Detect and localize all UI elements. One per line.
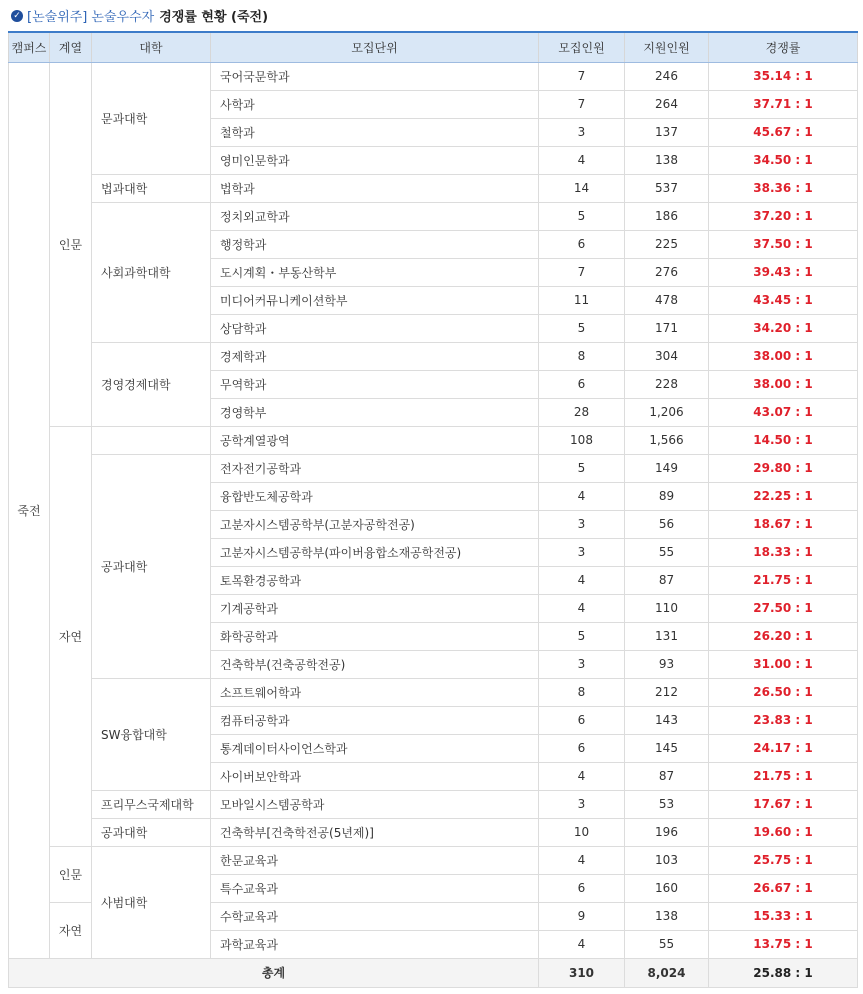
ratio-cell: 23.83 : 1 [709, 706, 858, 734]
quota-cell: 7 [539, 62, 625, 90]
quota-cell: 8 [539, 678, 625, 706]
unit-cell: 도시계획・부동산학부 [211, 258, 539, 286]
unit-cell: 수학교육과 [211, 902, 539, 930]
ratio-cell: 27.50 : 1 [709, 594, 858, 622]
applicants-cell: 196 [625, 818, 709, 846]
ratio-cell: 38.36 : 1 [709, 174, 858, 202]
title-prefix: [논술위주] [27, 10, 88, 25]
applicants-cell: 53 [625, 790, 709, 818]
applicants-cell: 138 [625, 902, 709, 930]
field-cell: 인문 [50, 62, 92, 426]
unit-cell: 사학과 [211, 90, 539, 118]
quota-cell: 4 [539, 566, 625, 594]
table-row [9, 454, 858, 482]
applicants-cell: 225 [625, 230, 709, 258]
ratio-cell: 34.20 : 1 [709, 314, 858, 342]
applicants-cell: 171 [625, 314, 709, 342]
unit-cell: 건축학부[건축학전공(5년제)] [211, 818, 539, 846]
table-row [9, 174, 858, 202]
quota-cell: 4 [539, 762, 625, 790]
col-field: 계열 [50, 32, 92, 62]
applicants-cell: 55 [625, 538, 709, 566]
table-row [9, 202, 858, 230]
ratio-cell: 38.00 : 1 [709, 342, 858, 370]
table-row [9, 62, 858, 90]
applicants-cell: 131 [625, 622, 709, 650]
quota-cell: 6 [539, 370, 625, 398]
applicants-cell: 138 [625, 146, 709, 174]
table-row [9, 426, 858, 454]
unit-cell: 고분자시스템공학부(파이버융합소재공학전공) [211, 538, 539, 566]
ratio-cell: 39.43 : 1 [709, 258, 858, 286]
unit-cell: 과학교육과 [211, 930, 539, 958]
applicants-cell: 276 [625, 258, 709, 286]
applicants-cell: 103 [625, 846, 709, 874]
unit-cell: 법학과 [211, 174, 539, 202]
ratio-cell: 26.20 : 1 [709, 622, 858, 650]
ratio-cell: 37.20 : 1 [709, 202, 858, 230]
ratio-cell: 15.33 : 1 [709, 902, 858, 930]
applicants-cell: 212 [625, 678, 709, 706]
college-cell: 공과대학 [92, 818, 211, 846]
ratio-cell: 26.67 : 1 [709, 874, 858, 902]
quota-cell: 28 [539, 398, 625, 426]
college-cell: 사범대학 [92, 846, 211, 958]
ratio-cell: 43.45 : 1 [709, 286, 858, 314]
quota-cell: 7 [539, 258, 625, 286]
total-label: 총계 [9, 958, 539, 987]
college-cell: 법과대학 [92, 174, 211, 202]
applicants-cell: 304 [625, 342, 709, 370]
unit-cell: 토목환경공학과 [211, 566, 539, 594]
ratio-cell: 37.50 : 1 [709, 230, 858, 258]
quota-cell: 9 [539, 902, 625, 930]
unit-cell: 소프트웨어학과 [211, 678, 539, 706]
field-cell: 자연 [50, 426, 92, 846]
col-quota: 모집인원 [539, 32, 625, 62]
ratio-cell: 21.75 : 1 [709, 762, 858, 790]
unit-cell: 공학계열광역 [211, 426, 539, 454]
ratio-cell: 14.50 : 1 [709, 426, 858, 454]
col-ratio: 경쟁률 [709, 32, 858, 62]
table-row [9, 846, 858, 874]
quota-cell: 14 [539, 174, 625, 202]
unit-cell: 건축학부(건축공학전공) [211, 650, 539, 678]
applicants-cell: 1,206 [625, 398, 709, 426]
ratio-cell: 34.50 : 1 [709, 146, 858, 174]
quota-cell: 3 [539, 790, 625, 818]
ratio-cell: 21.75 : 1 [709, 566, 858, 594]
college-cell [92, 426, 211, 454]
applicants-cell: 1,566 [625, 426, 709, 454]
unit-cell: 한문교육과 [211, 846, 539, 874]
competition-table [8, 31, 858, 988]
col-unit: 모집단위 [211, 32, 539, 62]
unit-cell: 경제학과 [211, 342, 539, 370]
field-cell: 인문 [50, 846, 92, 902]
quota-cell: 11 [539, 286, 625, 314]
applicants-cell: 264 [625, 90, 709, 118]
ratio-cell: 45.67 : 1 [709, 118, 858, 146]
col-campus: 캠퍼스 [9, 32, 50, 62]
ratio-cell: 31.00 : 1 [709, 650, 858, 678]
quota-cell: 10 [539, 818, 625, 846]
total-quota: 310 [539, 958, 625, 987]
college-cell: 프리무스국제대학 [92, 790, 211, 818]
applicants-cell: 186 [625, 202, 709, 230]
unit-cell: 경영학부 [211, 398, 539, 426]
unit-cell: 상담학과 [211, 314, 539, 342]
ratio-cell: 24.17 : 1 [709, 734, 858, 762]
applicants-cell: 143 [625, 706, 709, 734]
quota-cell: 108 [539, 426, 625, 454]
ratio-cell: 19.60 : 1 [709, 818, 858, 846]
quota-cell: 4 [539, 846, 625, 874]
ratio-cell: 18.67 : 1 [709, 510, 858, 538]
quota-cell: 4 [539, 930, 625, 958]
ratio-cell: 37.71 : 1 [709, 90, 858, 118]
ratio-cell: 25.75 : 1 [709, 846, 858, 874]
ratio-cell: 35.14 : 1 [709, 62, 858, 90]
unit-cell: 컴퓨터공학과 [211, 706, 539, 734]
unit-cell: 특수교육과 [211, 874, 539, 902]
quota-cell: 4 [539, 146, 625, 174]
applicants-cell: 145 [625, 734, 709, 762]
total-applicants: 8,024 [625, 958, 709, 987]
applicants-cell: 110 [625, 594, 709, 622]
ratio-cell: 29.80 : 1 [709, 454, 858, 482]
unit-cell: 융합반도체공학과 [211, 482, 539, 510]
college-cell: 공과대학 [92, 454, 211, 678]
applicants-cell: 89 [625, 482, 709, 510]
quota-cell: 6 [539, 706, 625, 734]
applicants-cell: 149 [625, 454, 709, 482]
unit-cell: 통계데이터사이언스학과 [211, 734, 539, 762]
unit-cell: 화학공학과 [211, 622, 539, 650]
quota-cell: 3 [539, 650, 625, 678]
unit-cell: 철학과 [211, 118, 539, 146]
applicants-cell: 246 [625, 62, 709, 90]
applicants-cell: 87 [625, 566, 709, 594]
unit-cell: 고분자시스템공학부(고분자공학전공) [211, 510, 539, 538]
quota-cell: 4 [539, 594, 625, 622]
table-row [9, 342, 858, 370]
applicants-cell: 93 [625, 650, 709, 678]
quota-cell: 6 [539, 734, 625, 762]
ratio-cell: 18.33 : 1 [709, 538, 858, 566]
applicants-cell: 228 [625, 370, 709, 398]
unit-cell: 미디어커뮤니케이션학부 [211, 286, 539, 314]
quota-cell: 6 [539, 230, 625, 258]
college-cell: 문과대학 [92, 62, 211, 174]
quota-cell: 5 [539, 202, 625, 230]
table-body [9, 62, 858, 987]
unit-cell: 전자전기공학과 [211, 454, 539, 482]
college-cell: 경영경제대학 [92, 342, 211, 426]
unit-cell: 기계공학과 [211, 594, 539, 622]
quota-cell: 7 [539, 90, 625, 118]
title-main: 경쟁률 현황 (죽전) [159, 10, 269, 25]
ratio-cell: 26.50 : 1 [709, 678, 858, 706]
quota-cell: 5 [539, 454, 625, 482]
applicants-cell: 478 [625, 286, 709, 314]
ratio-cell: 17.67 : 1 [709, 790, 858, 818]
unit-cell: 정치외교학과 [211, 202, 539, 230]
applicants-cell: 137 [625, 118, 709, 146]
applicants-cell: 87 [625, 762, 709, 790]
ratio-cell: 22.25 : 1 [709, 482, 858, 510]
quota-cell: 3 [539, 118, 625, 146]
applicants-cell: 55 [625, 930, 709, 958]
col-college: 대학 [92, 32, 211, 62]
total-ratio: 25.88 : 1 [709, 958, 858, 987]
table-row [9, 790, 858, 818]
quota-cell: 5 [539, 622, 625, 650]
total-row [9, 958, 858, 987]
unit-cell: 국어국문학과 [211, 62, 539, 90]
ratio-cell: 38.00 : 1 [709, 370, 858, 398]
unit-cell: 영미인문학과 [211, 146, 539, 174]
ratio-cell: 43.07 : 1 [709, 398, 858, 426]
table-row [9, 678, 858, 706]
col-applicants: 지원인원 [625, 32, 709, 62]
unit-cell: 무역학과 [211, 370, 539, 398]
ratio-cell: 13.75 : 1 [709, 930, 858, 958]
check-circle-icon: ✓ [11, 10, 23, 22]
campus-cell: 죽전 [9, 62, 50, 958]
college-cell: 사회과학대학 [92, 202, 211, 342]
title-middle: 논술우수자 [91, 10, 155, 25]
quota-cell: 3 [539, 538, 625, 566]
quota-cell: 6 [539, 874, 625, 902]
unit-cell: 행정학과 [211, 230, 539, 258]
applicants-cell: 160 [625, 874, 709, 902]
quota-cell: 5 [539, 314, 625, 342]
quota-cell: 8 [539, 342, 625, 370]
field-cell: 자연 [50, 902, 92, 958]
college-cell: SW융합대학 [92, 678, 211, 790]
applicants-cell: 56 [625, 510, 709, 538]
table-header-row [9, 32, 858, 62]
table-row [9, 818, 858, 846]
quota-cell: 4 [539, 482, 625, 510]
unit-cell: 모바일시스템공학과 [211, 790, 539, 818]
page-title [0, 0, 863, 31]
unit-cell: 사이버보안학과 [211, 762, 539, 790]
quota-cell: 3 [539, 510, 625, 538]
applicants-cell: 537 [625, 174, 709, 202]
